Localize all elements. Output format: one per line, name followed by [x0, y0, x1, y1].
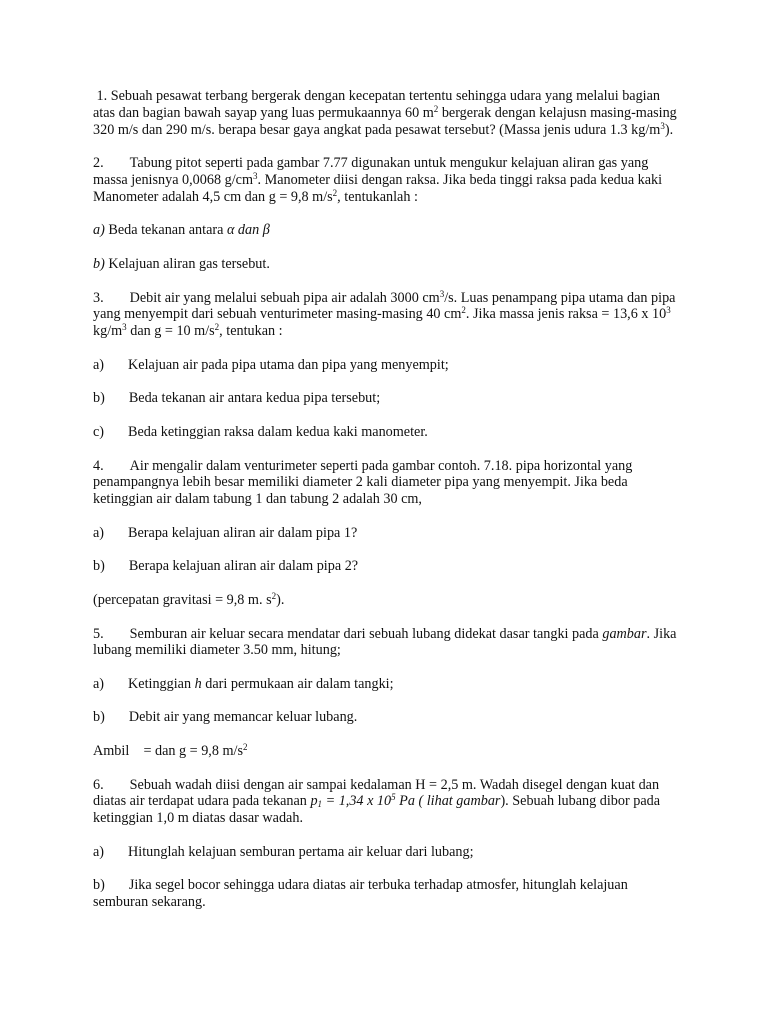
q5-number: 5. [93, 625, 104, 642]
q3-text: dan g = 10 m/s [126, 323, 215, 340]
q1-text: ). [664, 121, 674, 138]
item-text: Beda tekanan antara [104, 222, 227, 239]
note-text: Ambil = dan g = 9,8 m/s [93, 743, 243, 760]
q4-text: Air mengalir dalam venturimeter seperti pada gambar contoh. 7.18. pipa horizontal yang penampangnya lebih besar memiliki diameter 2 kali diameter pipa yang menyempit. Jika beda ketinggian air dalam tabung 1 dan tabung 2 adalah 30 cm, [93, 457, 633, 508]
q6-item-b [93, 877, 683, 911]
q6-text: Sebuah wadah diisi dengan air sampai kedalaman H = 2,5 m. Wadah disegel dengan kuat dan diatas air terdapat udara pada tekanan [93, 776, 660, 810]
item-label: b) [93, 558, 105, 575]
item-label: b) [93, 877, 105, 894]
q3-text: /s. Luas penampang pipa utama dan pipa yang menyempit dari sebuah venturimeter masing-masing 40 cm [93, 289, 676, 323]
item-text: Kelajuan aliran gas tersebut. [104, 255, 270, 272]
q2-text: . Manometer diisi dengan raksa. Jika beda tinggi raksa pada kedua kaki Manometer adalah 4,5 cm dan g = 9,8 m/s [93, 171, 663, 205]
q4-gravity-note [93, 592, 683, 609]
q3-item-b [93, 390, 683, 407]
question-3 [93, 290, 683, 340]
q1-text: 1. Sebuah pesawat terbang bergerak dengan kecepatan tertentu sehingga udara yang melalui bagian atas dan bagian bawah sayap yang luas permukaannya 60 m [93, 88, 661, 121]
q1-sup: 2 [433, 103, 439, 114]
q5-ambil-note [93, 743, 683, 760]
q3-sup: 2 [214, 322, 220, 333]
item-text: Debit air yang memancar keluar lubang. [128, 709, 358, 726]
q3-number: 3. [93, 289, 104, 306]
q3-text: Debit air yang melalui sebuah pipa air adalah 3000 cm [129, 289, 440, 306]
q2-sup: 3 [252, 170, 258, 181]
q3-text: . Jika massa jenis raksa = 13,6 x 10 [465, 306, 667, 323]
q2-item-a [93, 222, 683, 239]
item-text: Jika segel bocor sehingga udara diatas air terbuka terhadap atmosfer, hitunglah kelajuan semburan sekarang. [93, 877, 628, 911]
q6-symbol: = 1,34 x 10 [322, 793, 392, 810]
q3-sup: 3 [666, 305, 671, 316]
item-text: Kelajuan air pada pipa utama dan pipa yang menyempit; [128, 356, 449, 373]
q6-text-italic: ( lihat gambar [414, 793, 501, 810]
q2-number: 2. [93, 155, 104, 172]
question-5 [93, 626, 683, 660]
q2-text: Tabung pitot seperti pada gambar 7.77 digunakan untuk mengukur kelajuan aliran gas yang massa jenisnya 0,0068 g/cm [93, 155, 649, 188]
q5-item-a [93, 676, 683, 693]
q5-text-italic: gambar [602, 625, 647, 642]
item-label: c) [93, 423, 105, 440]
q6-number: 6. [93, 776, 104, 793]
item-text: dari permukaan air dalam tangki; [201, 675, 394, 692]
q3-text: , tentukan : [219, 323, 283, 340]
item-text: Beda tekanan air antara kedua pipa tersebut; [128, 390, 381, 407]
item-text: Beda ketinggian raksa dalam kedua kaki manometer. [128, 423, 428, 440]
item-label: a) [93, 356, 105, 373]
q6-sub: 1 [317, 799, 323, 810]
item-label: a) [93, 222, 105, 239]
q3-sup: 3 [122, 322, 127, 333]
item-text: Hitunglah kelajuan semburan pertama air keluar dari lubang; [128, 843, 474, 860]
q4-item-b [93, 558, 683, 575]
q2-item-b [93, 256, 683, 273]
q1-sup: 3 [660, 120, 665, 131]
item-label: b) [93, 390, 105, 407]
q5-text: . Jika lubang memiliki diameter 3.50 mm, hitung; [93, 625, 677, 659]
item-symbol: h [194, 675, 202, 692]
note-sup: 2 [243, 742, 248, 753]
item-symbol: α dan β [226, 222, 270, 239]
q4-item-a [93, 525, 683, 542]
q6-symbol: Pa [395, 793, 415, 810]
q6-item-a [93, 844, 683, 861]
item-text: Berapa kelajuan aliran air dalam pipa 2? [128, 558, 359, 575]
document-body [93, 88, 683, 928]
item-label: a) [93, 843, 105, 860]
item-label: a) [93, 675, 105, 692]
item-label: b) [93, 255, 105, 272]
question-2 [93, 155, 683, 205]
q5-text: Semburan air keluar secara mendatar dari sebuah lubang didekat dasar tangki pada [129, 625, 603, 642]
item-label: a) [93, 524, 105, 541]
q6-symbol: p [310, 793, 318, 810]
q6-sup: 5 [391, 792, 396, 803]
q6-text: ). Sebuah lubang dibor pada ketinggian 1,0 m diatas dasar wadah. [93, 793, 661, 827]
q5-item-b [93, 709, 683, 726]
q3-sup: 3 [439, 288, 445, 299]
q2-sup: 2 [332, 187, 338, 198]
note-text: ). [276, 591, 285, 608]
question-1 [93, 88, 683, 138]
q3-text: kg/m [93, 323, 123, 340]
note-sup: 2 [271, 590, 277, 601]
note-text: (percepatan gravitasi = 9,8 m. s [93, 591, 272, 608]
question-4 [93, 458, 683, 508]
q3-sup: 2 [461, 305, 466, 316]
item-label: b) [93, 709, 105, 726]
q3-item-a [93, 357, 683, 374]
item-text: Berapa kelajuan aliran air dalam pipa 1? [128, 524, 358, 541]
q1-text: bergerak dengan kelajusn masing-masing 320 m/s dan 290 m/s. berapa besar gaya angkat pada pesawat tersebut? (Massa jenis udura 1.3 kg/m [93, 104, 677, 138]
q4-number: 4. [93, 457, 104, 474]
question-6 [93, 777, 683, 827]
q2-text: , tentukanlah : [337, 188, 418, 205]
q3-item-c [93, 424, 683, 441]
item-text: Ketinggian [128, 675, 195, 692]
